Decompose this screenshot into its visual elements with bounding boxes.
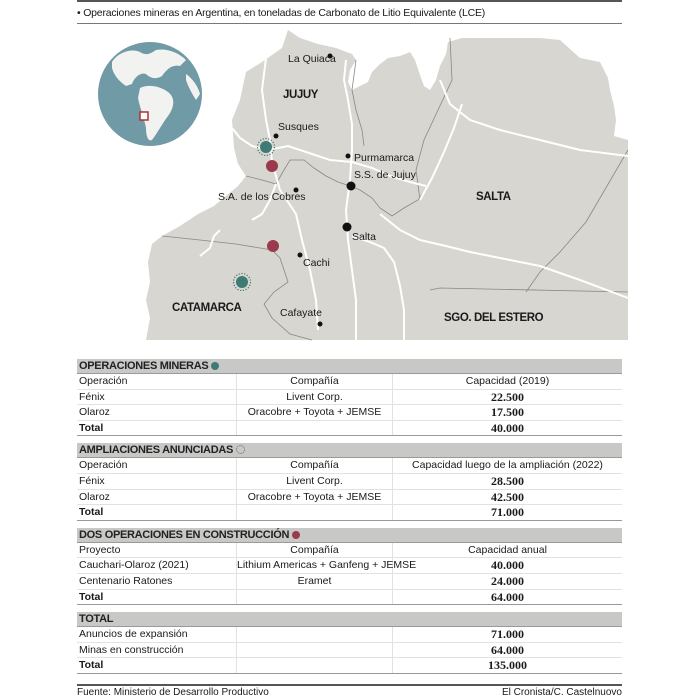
expansion-marker-icon [236,445,245,454]
cell-total-value: 71.000 [491,505,524,520]
section-title: TOTAL [79,613,114,626]
table-row [77,558,622,574]
cell-empty [237,421,393,436]
cell-capacity: 28.500 [491,473,524,488]
footer-rule [77,684,622,686]
cell-company: Livent Corp. [237,390,393,405]
cell-company: Livent Corp. [237,474,393,489]
cell-company: Oracobre + Toyota + JEMSE [237,490,393,505]
section-header [77,359,622,374]
construction-mine-marker [266,160,278,172]
cell-capacity: 42.500 [491,489,524,504]
city-purmamarca: Purmamarca [354,152,415,164]
column-header: Capacidad (2019) [465,375,550,387]
cell-empty [237,658,393,673]
table-row [77,390,622,406]
cell-operation: Fénix [77,390,237,405]
city-cafayate: Cafayate [280,307,323,319]
column-header: Operación [77,374,237,389]
cell-label: Anuncios de expansión [77,627,237,642]
operating-marker-icon [211,362,219,370]
city-ss-de-jujuy: S.S. de Jujuy [354,169,416,181]
section-header [77,612,622,627]
cell-operation: Fénix [77,474,237,489]
cell-company: Oracobre + Toyota + JEMSE [237,405,393,420]
table-total-row [77,421,622,437]
city-dot-susques [274,134,279,139]
column-header: Capacidad anual [468,543,547,556]
cell-capacity: 40.000 [491,558,524,573]
table-total-row [77,658,622,674]
footer [77,687,622,698]
cell-empty [237,643,393,658]
city-sa-de-los-cobres: S.A. de los Cobres [218,191,306,203]
table-row [77,474,622,490]
cell-total-label: Total [77,421,237,436]
construction-mine-marker [267,240,279,252]
section-total [77,612,622,674]
table-row [77,490,622,506]
city-salta: Salta [352,231,376,243]
cell-operation: Olaroz [77,490,237,505]
map [0,24,700,344]
table-row [77,643,622,659]
cell-company: Eramet [237,574,393,589]
cell-label: Minas en construcción [77,643,237,658]
cell-project: Cauchari-Olaroz (2021) [77,558,237,573]
cell-total-label: Total [77,658,237,673]
cell-project: Centenario Ratones [77,574,237,589]
city-dot-cafayate [318,322,323,327]
globe-icon [98,42,202,146]
cell-total-label: Total [77,590,237,605]
cell-company: Lithium Americas + Ganfeng + JEMSE [237,559,417,572]
cell-total-value: 40.000 [491,420,524,435]
cell-total-value: 135.000 [488,658,527,673]
cell-capacity: 22.500 [491,389,524,404]
cell-total-label: Total [77,505,237,520]
cell-value: 64.000 [491,642,524,657]
section-title: DOS OPERACIONES EN CONSTRUCCIÓN [79,528,290,541]
city-dot-cachi [298,253,303,258]
city-dot-salta [343,223,352,232]
cell-capacity: 24.000 [491,573,524,588]
section-ampliaciones-anunciadas [77,443,622,520]
section-header [77,528,622,543]
section-header [77,443,622,458]
city-susques: Susques [278,121,319,133]
column-header: Capacidad luego de la ampliación (2022) [412,459,603,472]
credit: El Cronista/C. Castelnuovo [501,687,622,698]
column-header: Compañía [237,543,393,558]
province-catamarca: CATAMARCA [172,302,242,314]
table-total-row [77,505,622,521]
cell-empty [237,590,393,605]
subtitle: • Operaciones mineras en Argentina, en toneladas de Carbonato de Litio Equivalente (LCE) [77,7,486,19]
section-title: AMPLIACIONES ANUNCIADAS [79,444,234,457]
cell-empty [237,627,393,642]
cell-empty [237,505,393,520]
column-header: Compañía [237,374,393,389]
province-sgo-del-estero: SGO. DEL ESTERO [444,312,544,324]
table-header-row [77,374,622,390]
section-operaciones-mineras [77,359,622,436]
city-dot-purmamarca [346,154,351,159]
table-row [77,405,622,421]
table-row [77,627,622,643]
province-salta: SALTA [476,191,511,203]
construction-marker-icon [292,531,300,539]
city-dot-ss-de-jujuy [347,182,356,191]
section-operaciones-en-construccion [77,528,622,605]
top-rule [77,0,622,2]
province-jujuy: JUJUY [283,89,319,101]
land-area [146,30,628,340]
source-note: Fuente: Ministerio de Desarrollo Productivo [77,687,269,698]
cell-value: 71.000 [491,627,524,642]
city-la-quiaca: La Quiaca [288,53,336,65]
section-title: OPERACIONES MINERAS [79,360,209,372]
table-row [77,574,622,590]
tables [77,359,622,681]
table-total-row [77,590,622,606]
location-marker-icon [140,112,148,120]
table-header-row [77,458,622,474]
city-cachi: Cachi [303,257,330,269]
column-header: Compañía [237,458,393,473]
table-header-row [77,543,622,559]
cell-capacity: 17.500 [491,405,524,420]
cell-total-value: 64.000 [491,589,524,604]
column-header: Operación [77,458,237,473]
cell-operation: Olaroz [77,405,237,420]
column-header: Proyecto [77,543,237,558]
